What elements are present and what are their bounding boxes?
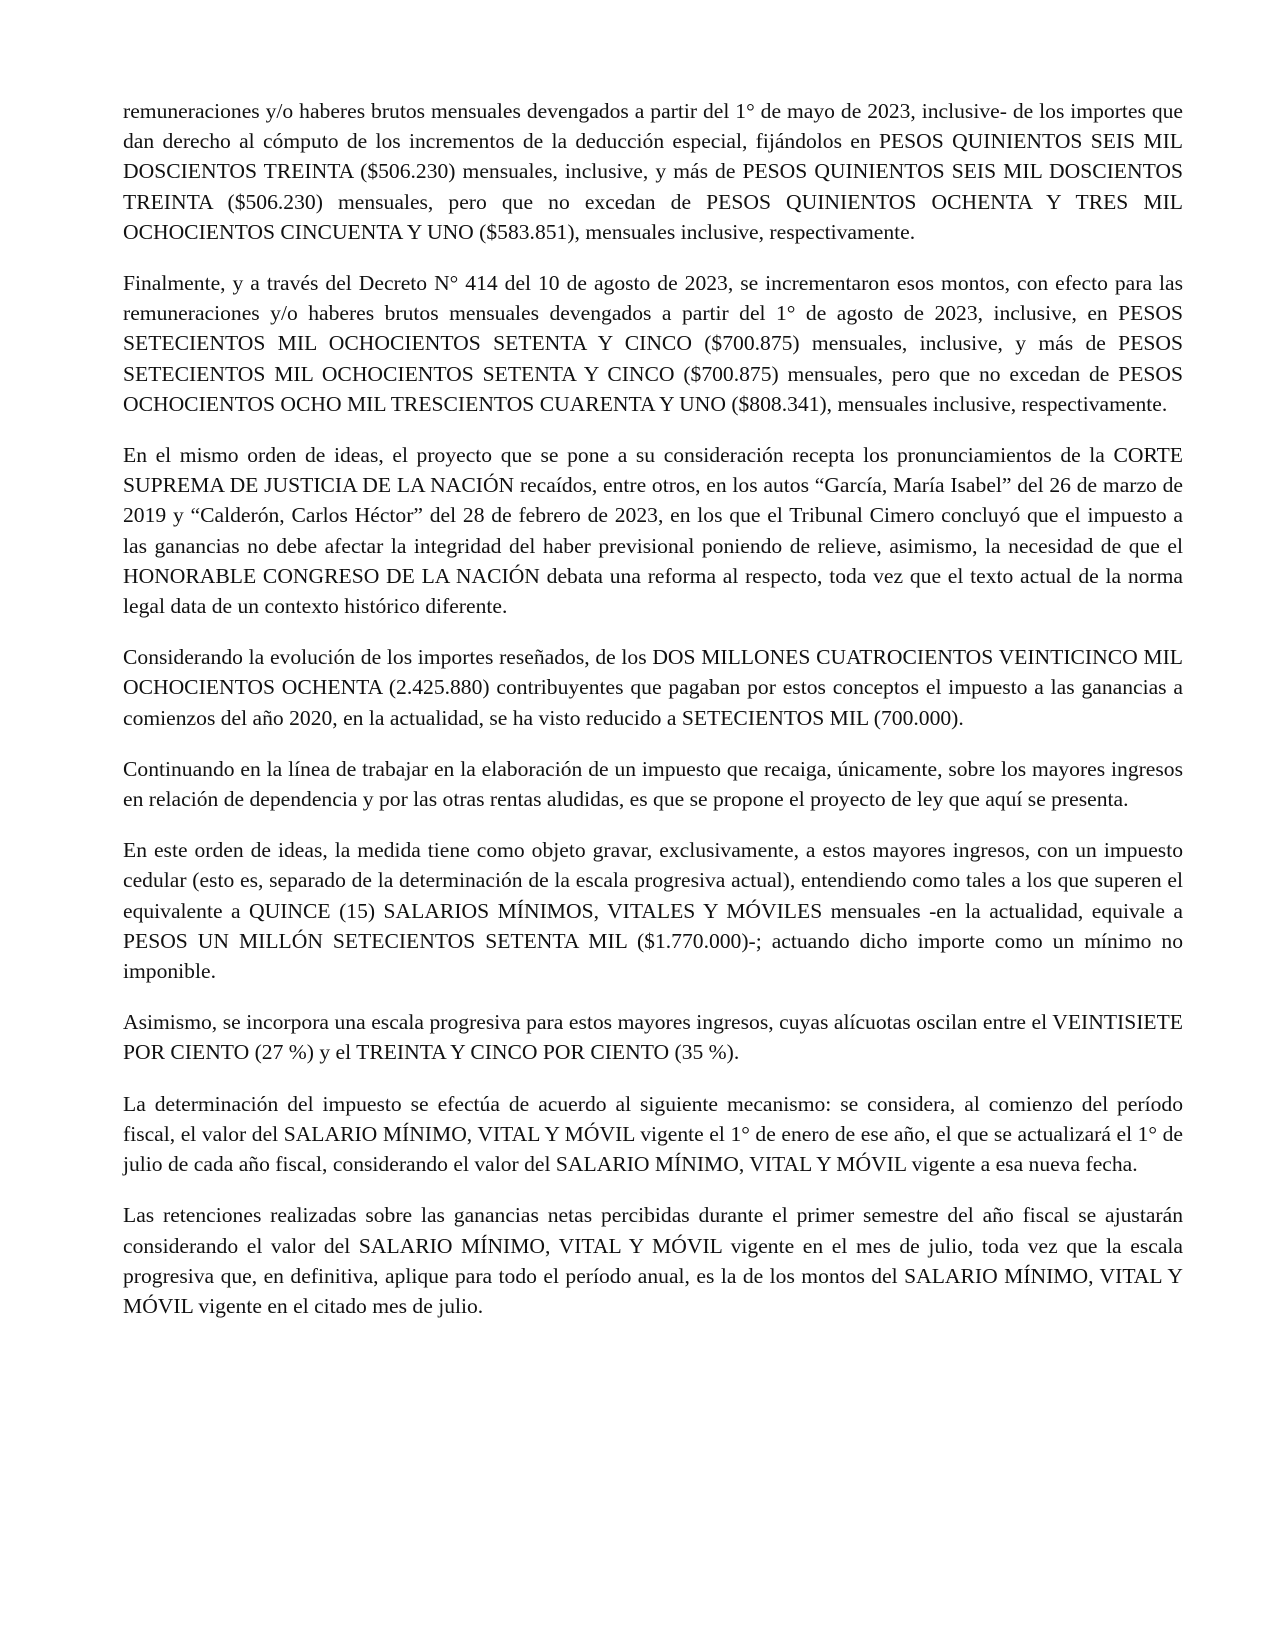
paragraph-9: Las retenciones realizadas sobre las ganancias netas percibidas durante el primer semestre del año fiscal se ajustarán considerando el valor del SALARIO MÍNIMO, VITAL Y MÓVIL vigente en el mes de julio, toda vez que la escala progresiva que, en definitiva, aplique para todo el período anual, es la de los montos del SALARIO MÍNIMO, VITAL Y MÓVIL vigente en el citado mes de julio.	[123, 1203, 1183, 1318]
paragraph-8: La determinación del impuesto se efectúa de acuerdo al siguiente mecanismo: se considera, al comienzo del período fiscal, el valor del SALARIO MÍNIMO, VITAL Y MÓVIL vigente el 1° de enero de ese año, el que se actualizará el 1° de julio de cada año fiscal, considerando el valor del SALARIO MÍNIMO, VITAL Y MÓVIL vigente a esa nueva fecha.	[123, 1091, 1183, 1177]
document-body	[123, 96, 1183, 1342]
paragraph-3: En el mismo orden de ideas, el proyecto que se pone a su consideración recepta los pronunciamientos de la CORTE SUPREMA DE JUSTICIA DE LA NACIÓN recaídos, entre otros, en los autos “García, María Isabel” del 26 de marzo de 2019 y “Calderón, Carlos Héctor” del 28 de febrero de 2023, en los que el Tribunal Cimero concluyó que el impuesto a las ganancias no debe afectar la integridad del haber previsional poniendo de relieve, asimismo, la necesidad de que el HONORABLE CONGRESO DE LA NACIÓN debata una reforma al respecto, toda vez que el texto actual de la norma legal data de un contexto histórico diferente.	[123, 443, 1183, 619]
paragraph-1: remuneraciones y/o haberes brutos mensuales devengados a partir del 1° de mayo de 2023, inclusive- de los importes que dan derecho al cómputo de los incrementos de la deducción especial, fijándolos en PESOS QUINIENTOS SEIS MIL DOSCIENTOS TREINTA ($506.230) mensuales, inclusive, y más de PESOS QUINIENTOS SEIS MIL DOSCIENTOS TREINTA ($506.230) mensuales, pero que no excedan de PESOS QUINIENTOS OCHENTA Y TRES MIL OCHOCIENTOS CINCUENTA Y UNO ($583.851), mensuales inclusive, respectivamente.	[123, 99, 1183, 244]
paragraph-2: Finalmente, y a través del Decreto N° 414 del 10 de agosto de 2023, se incrementaron esos montos, con efecto para las remuneraciones y/o haberes brutos mensuales devengados a partir del 1° de agosto de 2023, inclusive, en PESOS SETECIENTOS MIL OCHOCIENTOS SETENTA Y CINCO ($700.875) mensuales, inclusive, y más de PESOS SETECIENTOS MIL OCHOCIENTOS SETENTA Y CINCO ($700.875) mensuales, pero que no excedan de PESOS OCHOCIENTOS OCHO MIL TRESCIENTOS CUARENTA Y UNO ($808.341), mensuales inclusive, respectivamente.	[123, 271, 1183, 416]
paragraph-7: Asimismo, se incorpora una escala progresiva para estos mayores ingresos, cuyas alícuotas oscilan entre el VEINTISIETE POR CIENTO (27 %) y el TREINTA Y CINCO POR CIENTO (35 %).	[123, 1010, 1183, 1065]
paragraph-4: Considerando la evolución de los importes reseñados, de los DOS MILLONES CUATROCIENTOS VEINTICINCO MIL OCHOCIENTOS OCHENTA (2.425.880) contribuyentes que pagaban por estos conceptos el impuesto a las ganancias a comienzos del año 2020, en la actualidad, se ha visto reducido a SETECIENTOS MIL (700.000).	[123, 645, 1183, 730]
paragraph-6: En este orden de ideas, la medida tiene como objeto gravar, exclusivamente, a estos mayores ingresos, con un impuesto cedular (esto es, separado de la determinación de la escala progresiva actual), entendiendo como tales a los que superen el equivalente a QUINCE (15) SALARIOS MÍNIMOS, VITALES Y MÓVILES mensuales -en la actualidad, equivale a PESOS UN MILLÓN SETECIENTOS SETENTA MIL ($1.770.000)-; actuando dicho importe como un mínimo no imponible.	[123, 838, 1183, 984]
paragraph-5: Continuando en la línea de trabajar en la elaboración de un impuesto que recaiga, únicamente, sobre los mayores ingresos en relación de dependencia y por las otras rentas aludidas, es que se propone el proyecto de ley que aquí se presenta.	[123, 756, 1183, 812]
